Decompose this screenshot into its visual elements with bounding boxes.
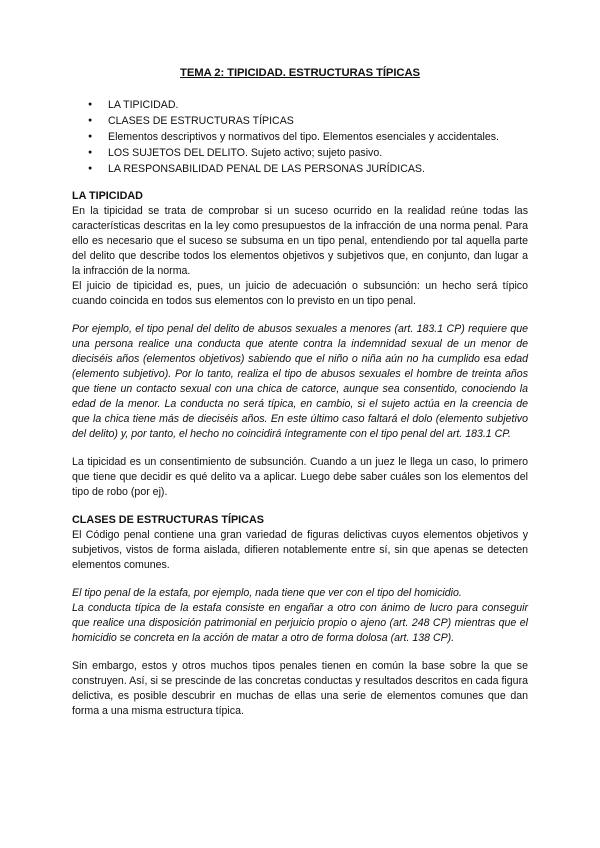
topic-item: ● Elementos descriptivos y normativos del tipo. Elementos esenciales y accidentales. [108, 129, 528, 145]
paragraph: En la tipicidad se trata de comprobar si un suceso ocurrido en la realidad reúne todas las características descritas en la ley como presupuestos de la infracción de una norma penal. Para ello es necesario que el suceso se subsuma en un tipo penal, entendiendo por tal aquella parte del delito que describe todos los elementos objetivos y subjetivos que, en conjunto, dan lugar a la infracción de la norma. [72, 205, 528, 277]
example-paragraph: El tipo penal de la estafa, por ejemplo, nada tiene que ver con el tipo del homicidio. [72, 587, 462, 599]
topic-list [72, 97, 528, 177]
topic-item: ● LA RESPONSABILIDAD PENAL DE LAS PERSONAS JURÍDICAS. [108, 161, 528, 177]
example-paragraph: Por ejemplo, el tipo penal del delito de abusos sexuales a menores (art. 183.1 CP) requiere que una persona realice una conducta que atente contra la indemnidad sexual de un menor de dieciséis años (elementos objetivos) sabiendo que el niño o niña aún no ha cumplido esa edad (elemento subjetivo). Por lo tanto, realiza el tipo de abusos sexuales el hombre de treinta años que tiene un contacto sexual con una chica de catorce, aunque sea consentido, conociendo la edad de la menor. La conducta no será típica, en cambio, si el sujeto actúa en la creencia de que la chica tiene más de dieciséis años. En este último caso faltará el dolo (elemento subjetivo del delito) y, por tanto, el hecho no coincidirá íntegramente con el tipo penal del art. 183.1 CP. [72, 323, 528, 440]
paragraph: El Código penal contiene una gran variedad de figuras delictivas cuyos elementos objetivos y subjetivos, vistos de forma aislada, difieren notablemente entre sí, sin que apenas se detecten elementos comunes. [72, 529, 528, 571]
paragraph: Sin embargo, estos y otros muchos tipos penales tienen en común la base sobre la que se construyen. Así, si se prescinde de las concretas conductas y resultados descritos en cada figura delictiva, es posible descubrir en muchas de ellas una serie de elementos comunes que dan forma a una misma estructura típica. [72, 660, 528, 717]
document-page [72, 66, 528, 719]
example-paragraph: La conducta típica de la estafa consiste en engañar a otro con ánimo de lucro para conseguir que realice una disposición patrimonial en perjuicio propio o ajeno (art. 248 CP) mientras que el homicidio se concreta en la acción de matar a otro de forma dolosa (art. 138 CP). [72, 602, 528, 644]
paragraph: La tipicidad es un consentimiento de subsunción. Cuando a un juez le llega un caso, lo primero que tiene que decidir es qué delito va a aplicar. Luego debe saber cuáles son los elementos del tipo de robo (por ej). [72, 456, 528, 498]
paragraph: El juicio de tipicidad es, pues, un juicio de adecuación o subsunción: un hecho será típico cuando coincida en todos sus elementos con lo previsto en un tipo penal. [72, 280, 528, 307]
topic-item: ● CLASES DE ESTRUCTURAS TÍPICAS [108, 113, 528, 129]
topic-item: ● LOS SUJETOS DEL DELITO. Sujeto activo; sujeto pasivo. [108, 145, 528, 161]
section-heading-tipicidad: LA TIPICIDAD [72, 190, 143, 202]
document-title: TEMA 2: TIPICIDAD. ESTRUCTURAS TÍPICAS [180, 67, 420, 79]
section-heading-clases: CLASES DE ESTRUCTURAS TÍPICAS [72, 514, 264, 526]
topic-item: ● LA TIPICIDAD. [108, 97, 528, 113]
